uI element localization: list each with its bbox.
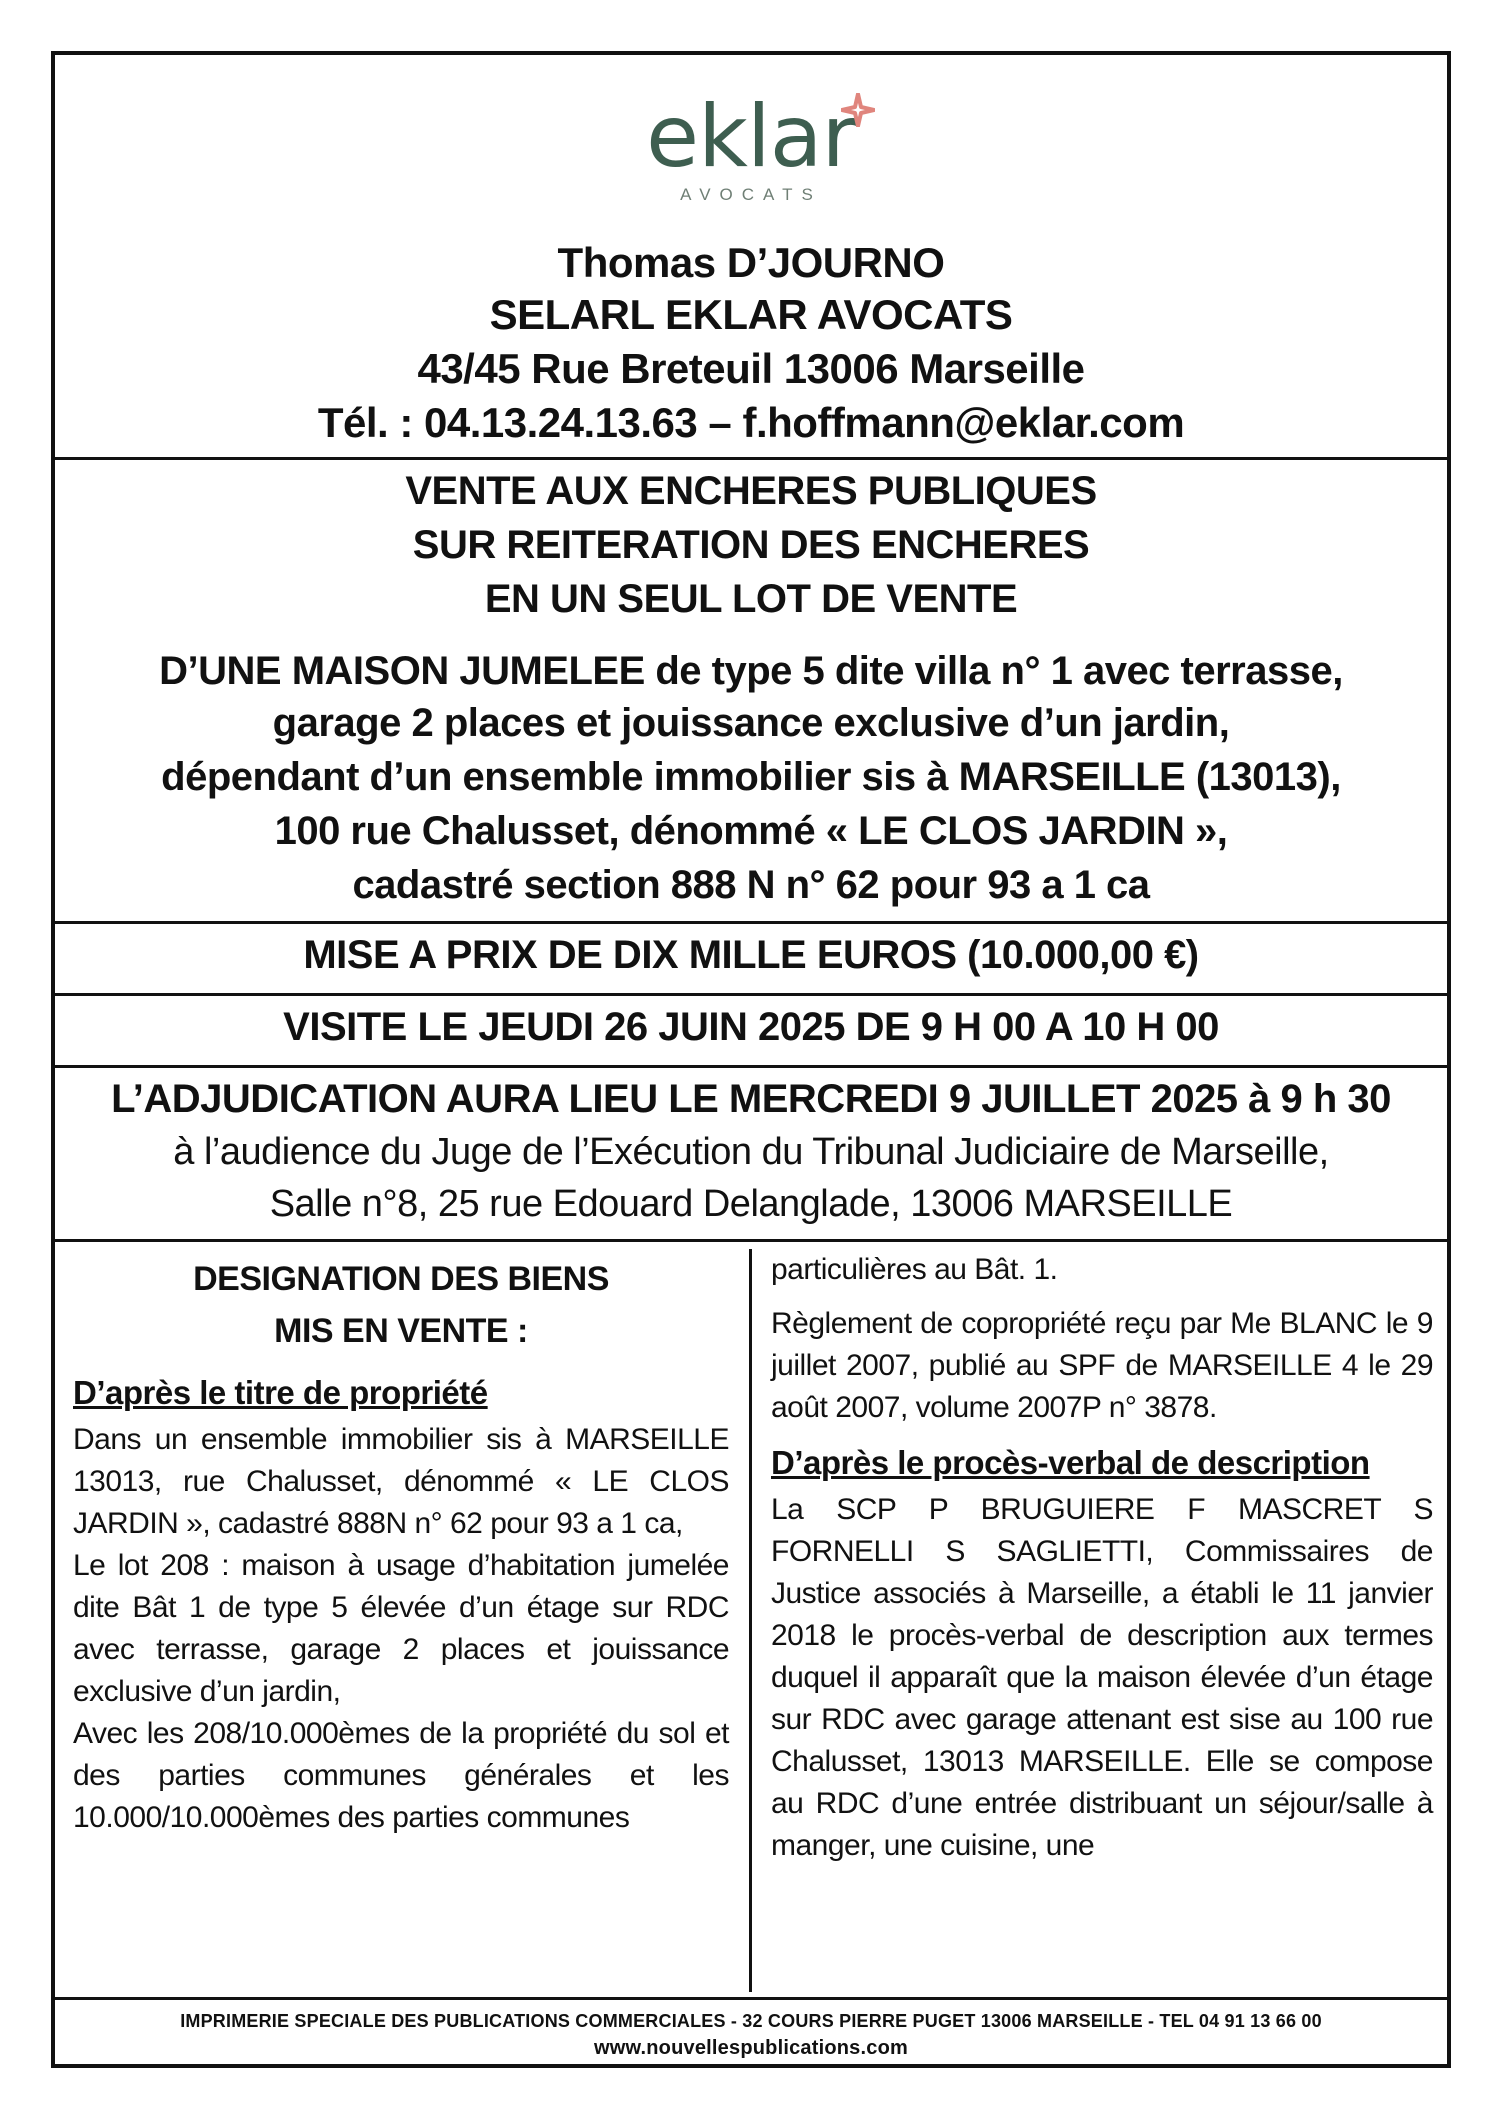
sale-title-line: EN UN SEUL LOT DE VENTE (484, 577, 1018, 621)
printer-website: www.nouvellespublications.com (593, 2037, 908, 2059)
starting-price: MISE A PRIX DE DIX MILLE EUROS (10.000,00 €) (303, 933, 1199, 977)
logo-tagline: AVOCATS (680, 185, 822, 204)
paragraph: La SCP P BRUGUIERE F MASCRET S FORNELLI S SAGLIETTI, Commissaires de Justice associés à Marseille, a établi le 11 janvier 2018 le procès-verbal de description aux termes duquel il apparaît que la maison élevée d’un étage sur RDC avec garage attenant est sise au 100 rue Chalusset, 13013 MARSEILLE. Elle se compose au RDC d’une entrée distribuant un séjour/salle à manger, une cuisine, une (771, 1493, 1433, 1862)
paragraph: Le lot 208 : maison à usage d’habitation jumelée dite Bât 1 de type 5 élevée d’un étage sur RDC avec terrasse, garage 2 places et jouissance exclusive d’un jardin, (73, 1549, 729, 1708)
logo-wordmark: eklar (646, 87, 856, 187)
sale-title-line: VENTE AUX ENCHERES PUBLIQUES (405, 469, 1097, 513)
designation-heading: DESIGNATION DES BIENS (193, 1260, 609, 1298)
sparkle-icon (841, 93, 875, 127)
divider (55, 1239, 1447, 1242)
sale-title-line: SUR REITERATION DES ENCHERES (412, 523, 1090, 567)
adjudication-title: L’ADJUDICATION AURA LIEU LE MERCREDI 9 JUILLET 2025 à 9 h 30 (111, 1077, 1391, 1121)
sale-description-line: dépendant d’un ensemble immobilier sis à MARSEILLE (13013), (161, 755, 1341, 799)
visit-date: VISITE LE JEUDI 26 JUIN 2025 DE 9 H 00 A 10 H 00 (283, 1005, 1219, 1049)
right-column (771, 1249, 1433, 1877)
lawyer-name: Thomas D’JOURNO (557, 239, 945, 286)
firm-name: SELARL EKLAR AVOCATS (489, 291, 1013, 338)
column-divider (749, 1249, 752, 1992)
divider (55, 1997, 1447, 2000)
paragraph: particulières au Bât. 1. (771, 1253, 1058, 1286)
description-report-subheading: D’après le procès-verbal de description (771, 1444, 1370, 1481)
eklar-logo (55, 87, 1447, 217)
left-column (73, 1253, 729, 1849)
divider (55, 457, 1447, 460)
sale-description-line: D’UNE MAISON JUMELEE de type 5 dite villa n° 1 avec terrasse, (159, 649, 1343, 693)
paragraph: Dans un ensemble immobilier sis à MARSEILLE 13013, rue Chalusset, dénommé « LE CLOS JARDIN », cadastré 888N n° 62 pour 93 a 1 ca, (73, 1423, 729, 1540)
divider (55, 993, 1447, 996)
sale-description-line: garage 2 places et jouissance exclusive d’un jardin, (272, 701, 1230, 745)
divider (55, 921, 1447, 924)
adjudication-court: à l’audience du Juge de l’Exécution du Tribunal Judiciaire de Marseille, (173, 1131, 1329, 1173)
sale-description-line: 100 rue Chalusset, dénommé « LE CLOS JARDIN », (274, 809, 1228, 853)
designation-heading: MIS EN VENTE : (274, 1312, 528, 1350)
sale-description-line: cadastré section 888 N n° 62 pour 93 a 1 ca (352, 863, 1150, 907)
printer-info: IMPRIMERIE SPECIALE DES PUBLICATIONS COMMERCIALES - 32 COURS PIERRE PUGET 13006 MARSEILLE - TEL 04 91 13 66 00 (180, 2011, 1322, 2031)
paragraph: Règlement de copropriété reçu par Me BLANC le 9 juillet 2007, publié au SPF de MARSEILLE 4 le 29 août 2007, volume 2007P n° 3878. (771, 1307, 1433, 1424)
firm-contact: Tél. : 04.13.24.13.63 – f.hoffmann@eklar.com (317, 399, 1185, 446)
paragraph: Avec les 208/10.000èmes de la propriété du sol et des parties communes générales et les 10.000/10.000èmes des parties communes (73, 1717, 729, 1834)
adjudication-location: Salle n°8, 25 rue Edouard Delanglade, 13006 MARSEILLE (269, 1183, 1233, 1225)
notice-frame (51, 51, 1451, 2068)
divider (55, 1065, 1447, 1068)
firm-address: 43/45 Rue Breteuil 13006 Marseille (417, 345, 1085, 392)
title-deed-subheading: D’après le titre de propriété (73, 1374, 488, 1411)
